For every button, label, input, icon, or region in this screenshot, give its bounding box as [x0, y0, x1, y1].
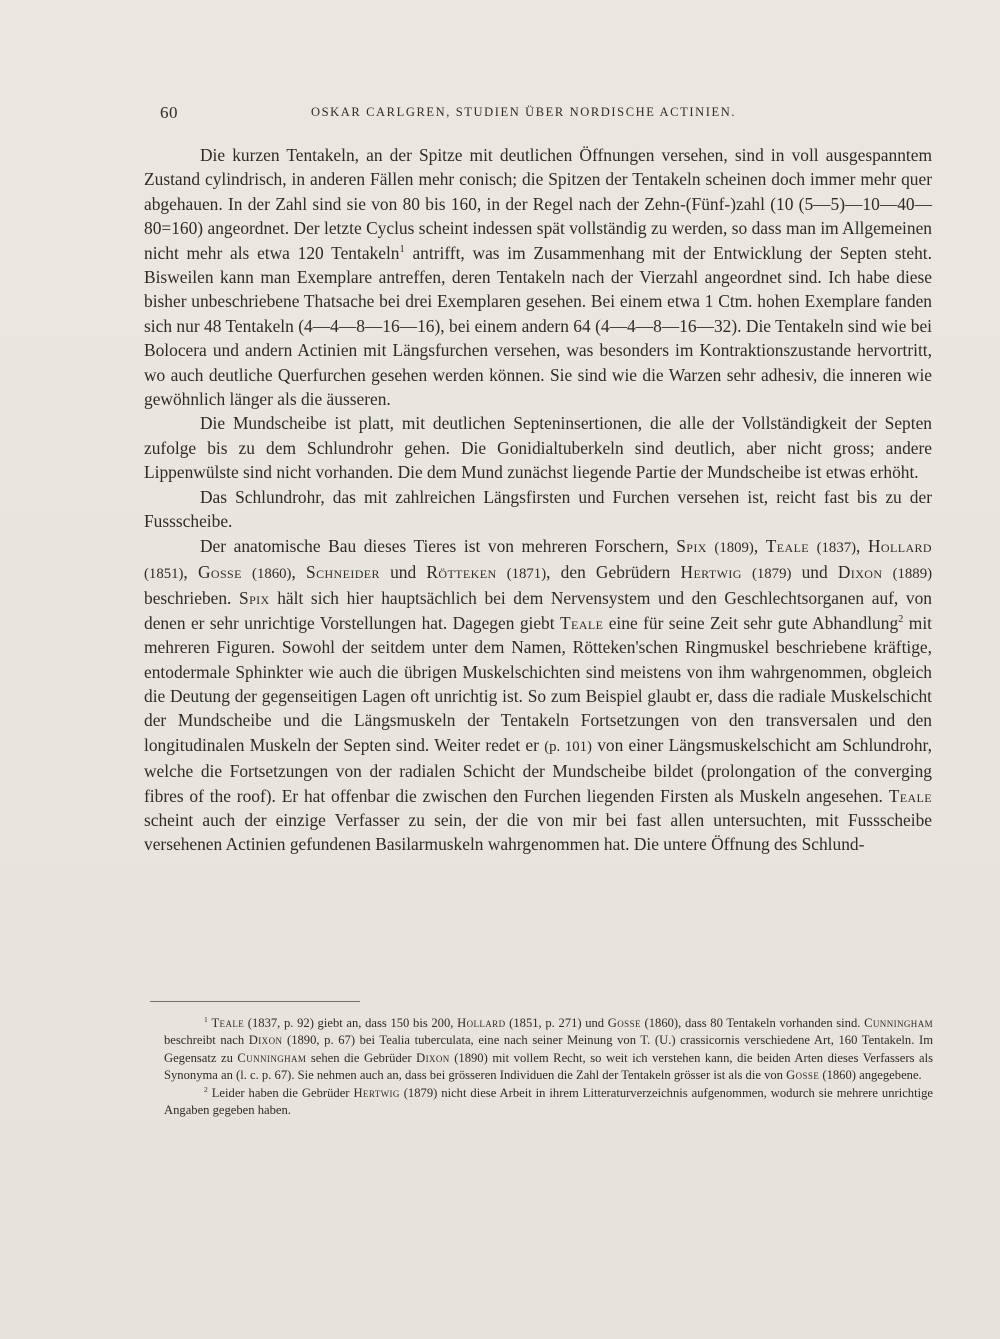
body-text	[144, 143, 932, 857]
text-run: beschreibt nach	[164, 1033, 249, 1048]
page-header	[160, 103, 840, 127]
text-run: und	[791, 561, 838, 582]
text-run: antrifft, was im Zusammenhang mit der Entwicklung der Septen steht. Bisweilen kann man Exemplare antreffen, deren Tentakeln nach der Vierzahl angeordnet sind. Ich habe diese bisher unbeschriebene Thatsache bei drei Exemplaren gesehen. Bei einem etwa 1 Ctm. hohen Exemplare fanden sich nur 48 Tentakeln (4—4—8—16—16), bei einem andern 64 (4—4—8—16—32). Die Tentakeln sind wie bei Bolocera und andern Actinien mit Längsfurchen versehen, was besonders im Kontraktionszustande hervortritt, wo auch deutliche Querfurchen gesehen werden können. Sie sind wie die Warzen sehr adhesiv, die inneren wie gewöhnlich länger als die äusseren.	[144, 242, 932, 410]
author-name: Hollard	[457, 1016, 506, 1030]
footnote-1	[164, 1015, 933, 1085]
author-name: Gosse	[197, 561, 242, 582]
paragraph-tentakeln	[144, 143, 932, 411]
year: (1837)	[816, 539, 857, 556]
footnote-number: 2	[204, 1084, 208, 1094]
text-run: (1890) mit vollem Recht, so weit ich verstehen kann, die beiden Arten dieses Verfassers als Synonyma an (l. c. p. 67). Sie nehmen auch an, dass bei grösseren Individuen die Zahl der Tentakeln grösser ist als die von	[164, 1050, 933, 1083]
text-run: (1890, p. 67) bei Tealia tuberculata, eine nach seiner Meinung von T. (U.) crassicornis verschiedene Art, 160 Tentakeln. Im Gegensatz zu	[164, 1033, 933, 1065]
page-reference: (p. 101)	[544, 738, 592, 755]
text-run: Die kurzen Tentakeln, an der Spitze mit deutlichen Öffnungen versehen, sind in voll ausgespanntem Zustand cylindrisch, in anderen Fällen mehr conisch; die Spitzen der Tentakeln scheinen doch immer mehr quer abgehauen. In der Zahl sind sie von 80 bis 160, in der Regel nach der Zehn-(Fünf-)zahl (10 (5—5)—10—40—80=160) angeordnet. Der letzte Cyclus scheint indessen spät vollständig zu werden, so dass man im Allgemeinen nicht mehr als etwa 120 Tentakeln	[144, 145, 932, 263]
year: (1860)	[252, 565, 292, 582]
text-run: hält sich hier hauptsächlich bei dem Nervensystem und den Geschlechtsorganen auf, von denen er sehr unrichtige Vorstellungen hat. Dagegen giebt	[144, 588, 932, 633]
author-name: Gosse	[786, 1068, 820, 1083]
text-run: ,	[291, 561, 306, 582]
text-run: , den Gebrüdern	[546, 561, 681, 582]
author-name: Spix	[676, 535, 707, 556]
year: (1871)	[506, 565, 547, 582]
author-name: Gosse	[607, 1016, 641, 1030]
text-run: Der anatomische Bau dieses Tieres ist von mehreren Forschern,	[200, 535, 677, 556]
author-name: Schneider	[306, 561, 380, 582]
author-name: Cunningham	[237, 1050, 307, 1065]
text-run: (1860) angegebene.	[819, 1068, 922, 1083]
footnote-ref-2[interactable]: 2	[898, 613, 904, 625]
text-run: mit mehreren Figuren. Sowohl der seitdem unter dem Namen, Rötteken'schen Ringmuskel beschriebene kräftige, entodermale Sphinkter wie auch die übrigen Muskelschichten sind meistens von ihm wahrgenommen, obgleich die Deutung der gegenseitigen Lagen oft unrichtig ist. So zum Beispiel glaubt er, dass die radiale Muskelschicht der Mundscheibe und die Längsmuskeln der Tentakeln Fortsetzungen von den transversalen und den longitudinalen Muskeln der Septen sind. Weiter redet er	[144, 612, 932, 755]
running-title: OSKAR CARLGREN, STUDIEN ÜBER NORDISCHE ACTINIEN.	[311, 105, 737, 119]
text-run: (1860), dass 80 Tentakeln vorhanden sind.	[640, 1016, 865, 1030]
text-run: (1851, p. 271) und	[505, 1016, 608, 1030]
footnote-ref-1[interactable]: 1	[399, 243, 405, 255]
text-run: scheint auch der einzige Verfasser zu sein, der die von mir bei fast allen untersuchten, mit Fussscheibe versehenen Actinien gefundenen Basilarmuskeln wahrgenommen hat. Die untere Öffnung des Schlund-	[144, 809, 932, 855]
text-run: ,	[856, 535, 868, 556]
text-run: sehen die Gebrüder	[306, 1050, 417, 1065]
author-name: Dixon	[837, 561, 883, 582]
author-name: Cunningham	[864, 1016, 933, 1030]
year: (1809)	[714, 539, 754, 556]
footnote-divider	[150, 1001, 360, 1002]
author-name: Teale	[211, 1016, 245, 1030]
text-run: (1879) nicht diese Arbeit in ihrem Litteraturverzeichnis aufgenommen, wodurch sie mehrere unrichtige Angaben gegeben haben.	[164, 1085, 933, 1118]
paragraph-schlundrohr: Das Schlundrohr, das mit zahlreichen Längsfirsten und Furchen versehen ist, reicht fast bis zu der Fussscheibe.	[144, 486, 932, 532]
paragraph-mundscheibe: Die Mundscheibe ist platt, mit deutlichen Septeninsertionen, die alle der Vollständigkeit der Septen zufolge bis zu dem Schlundrohr gehen. Die Gonidialtuberkeln sind deutlich, aber nicht gross; andere Lippenwülste sind nicht vorhanden. Die dem Mund zunächst liegende Partie der Mundscheibe ist etwas erhöht.	[144, 413, 932, 483]
footnote-number: 1	[204, 1014, 208, 1024]
text-run: und	[379, 561, 427, 582]
author-name: Rötteken	[426, 561, 497, 582]
author-name: Dixon	[248, 1033, 283, 1048]
year: (1889)	[892, 565, 933, 582]
author-name: Hertwig	[353, 1085, 400, 1100]
author-name: Teale	[765, 535, 810, 556]
footnotes	[164, 1015, 933, 1119]
text-run: von einer Längsmuskelschicht am Schlundrohr, welche die Fortsetzungen von der radialen Schicht der Mundscheibe bildet (prolongation of the converging fibres of the roof). Er hat offenbar die zwischen den Furchen liegenden Firsten als Muskeln angesehen.	[144, 734, 932, 806]
year: (1879)	[751, 565, 792, 582]
text-run: ,	[753, 535, 766, 556]
text-run: Leider haben die Gebrüder	[207, 1085, 354, 1100]
author-name: Hollard	[867, 535, 932, 556]
text-run: (1837, p. 92) giebt an, dass 150 bis 200,	[244, 1016, 458, 1030]
author-name: Teale	[560, 612, 604, 633]
text-run: beschrieben.	[144, 588, 240, 609]
text-run: eine für seine Zeit sehr gute Abhandlung	[603, 612, 899, 633]
year: (1851)	[144, 565, 184, 582]
author-name: Dixon	[416, 1050, 450, 1065]
text-run: ,	[183, 561, 198, 582]
paragraph-anatomie	[144, 534, 932, 857]
page-number: 60	[160, 103, 178, 122]
author-name: Hertwig	[680, 561, 742, 582]
footnote-2	[164, 1085, 933, 1120]
author-name: Spix	[239, 588, 270, 609]
author-name: Teale	[888, 785, 932, 806]
